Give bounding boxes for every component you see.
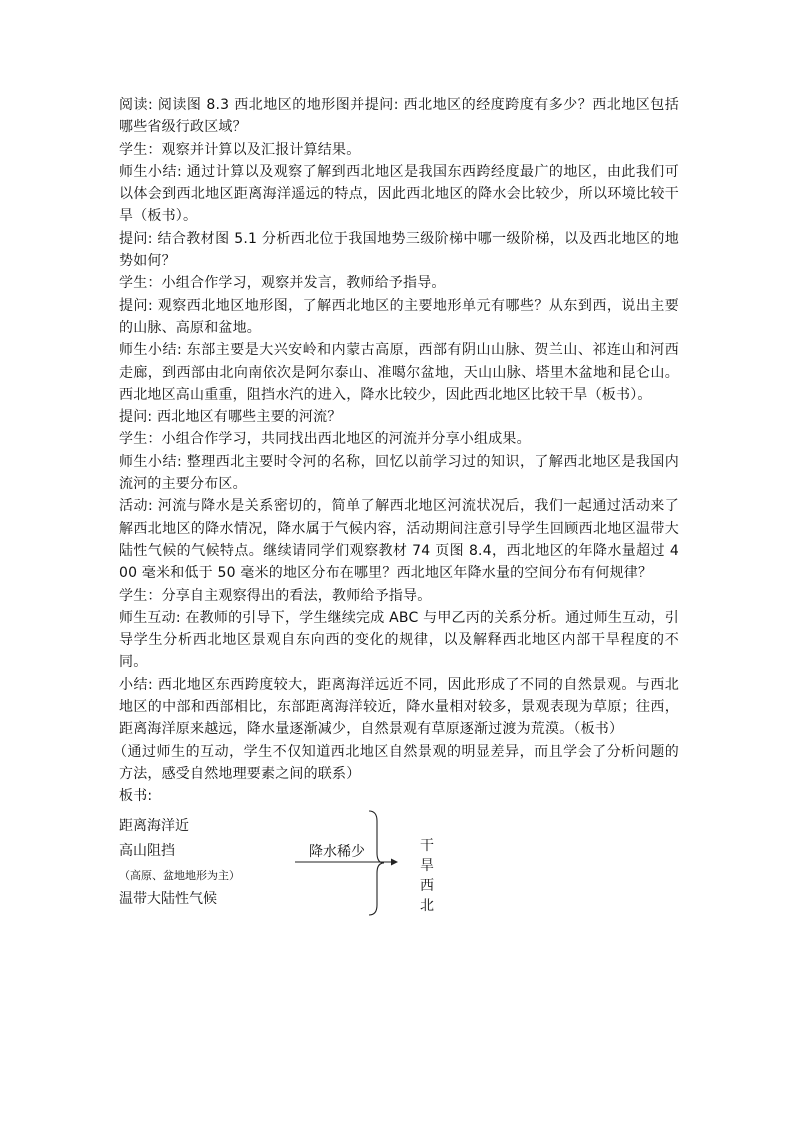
paragraph-summary-1: 师生小结: 通过计算以及观察了解到西北地区是我国东西跨经度最广的地区，由此我们可以体会到西北地区距离海洋遥远的特点，因此西北地区的降水会比较少，所以环境比较干旱（板书）。 [119, 163, 679, 225]
board-line-terrain: （高原、盆地地形为主） [119, 868, 240, 882]
paragraph-question-1: 提问: 结合教材图 5.1 分析西北位于我国地势三级阶梯中哪一级阶梯，以及西北地区的地势如何？ [119, 230, 679, 270]
board-diagram [119, 809, 679, 921]
result-char: 西 [420, 877, 434, 894]
lesson-text [113, 94, 679, 808]
result-char: 干 [420, 837, 434, 854]
board-result-vertical [419, 836, 435, 912]
result-char: 北 [420, 897, 434, 912]
paragraph-activity: 活动: 河流与降水是关系密切的，简单了解西北地区河流状况后，我们一起通过活动来了解西北地区的降水情况，降水属于气候内容，活动期间注意引导学生回顾西北地区温带大陆性气候的气候特点。继续请同学们观察教材 74 页图 8.4，西北地区的年降水量超过 400 毫米和低于 50 毫米的地区分布在哪里？西北地区年降水量的空间分布有何规律？ [119, 498, 679, 582]
paragraph-question-2: 提问: 观察西北地区地形图，了解西北地区的主要地形单元有哪些？从东到西，说出主要的山脉、高原和盆地。 [119, 297, 679, 336]
paragraph-summary-3: 师生小结: 整理西北主要时令河的名称，回忆以前学习过的知识，了解西北地区是我国内流河的主要分布区。 [119, 453, 679, 493]
paragraph-reading: 阅读: 阅读图 8.3 西北地区的地形图并提问: 西北地区的经度跨度有多少？西北地区包括哪些省级行政区域？ [119, 97, 679, 136]
paragraph-student-1: 学生：观察并计算以及汇报计算结果。 [119, 141, 361, 158]
result-char: 旱 [420, 857, 434, 874]
board-heading: 板书: [119, 788, 153, 805]
paragraph-conclusion: 小结: 西北地区东西跨度较大，距离海洋远近不同，因此形成了不同的自然景观。与西北地区的中部和西部相比，东部距离海洋较近，降水量相对较多，景观表现为草原；往西，距离海洋原来越远，降水量逐渐减少，自然景观有草原逐渐过渡为荒漠。（板书） [119, 676, 679, 738]
right-arrow-icon [295, 857, 399, 867]
paragraph-student-3: 学生：小组合作学习，共同找出西北地区的河流并分享小组成果。 [119, 431, 531, 448]
board-line-ocean: 距离海洋近 [119, 817, 189, 834]
paragraph-student-4: 学生：分享自主观察得出的看法，教师给予指导。 [119, 587, 432, 604]
paragraph-note: （通过师生的互动，学生不仅知道西北地区自然景观的明显差异，而且学会了分析问题的方法，感受自然地理要素之间的联系） [113, 743, 679, 782]
paragraph-interaction: 师生互动: 在教师的引导下，学生继续完成 ABC 与甲乙丙的关系分析。通过师生互动，引导学生分析西北地区景观自东向西的变化的规律，以及解释西北地区内部干旱程度的不同。 [119, 609, 679, 671]
paragraph-question-3: 提问: 西北地区有哪些主要的河流？ [119, 409, 342, 426]
arrow-label: 降水稀少 [309, 843, 365, 860]
board-line-mountains: 高山阻挡 [119, 842, 175, 859]
board-line-climate: 温带大陆性气候 [119, 890, 217, 907]
paragraph-student-2: 学生：小组合作学习，观察并发言，教师给予指导。 [119, 275, 446, 292]
document-page [113, 94, 679, 921]
paragraph-summary-2: 师生小结: 东部主要是大兴安岭和内蒙古高原，西部有阴山山脉、贺兰山、祁连山和河西走廊，到西部由北向南依次是阿尔泰山、准噶尔盆地，天山山脉、塔里木盆地和昆仑山。西北地区高山重重，阻挡水汽的进入，降水比较少，因此西北地区比较干旱（板书）。 [119, 342, 679, 403]
